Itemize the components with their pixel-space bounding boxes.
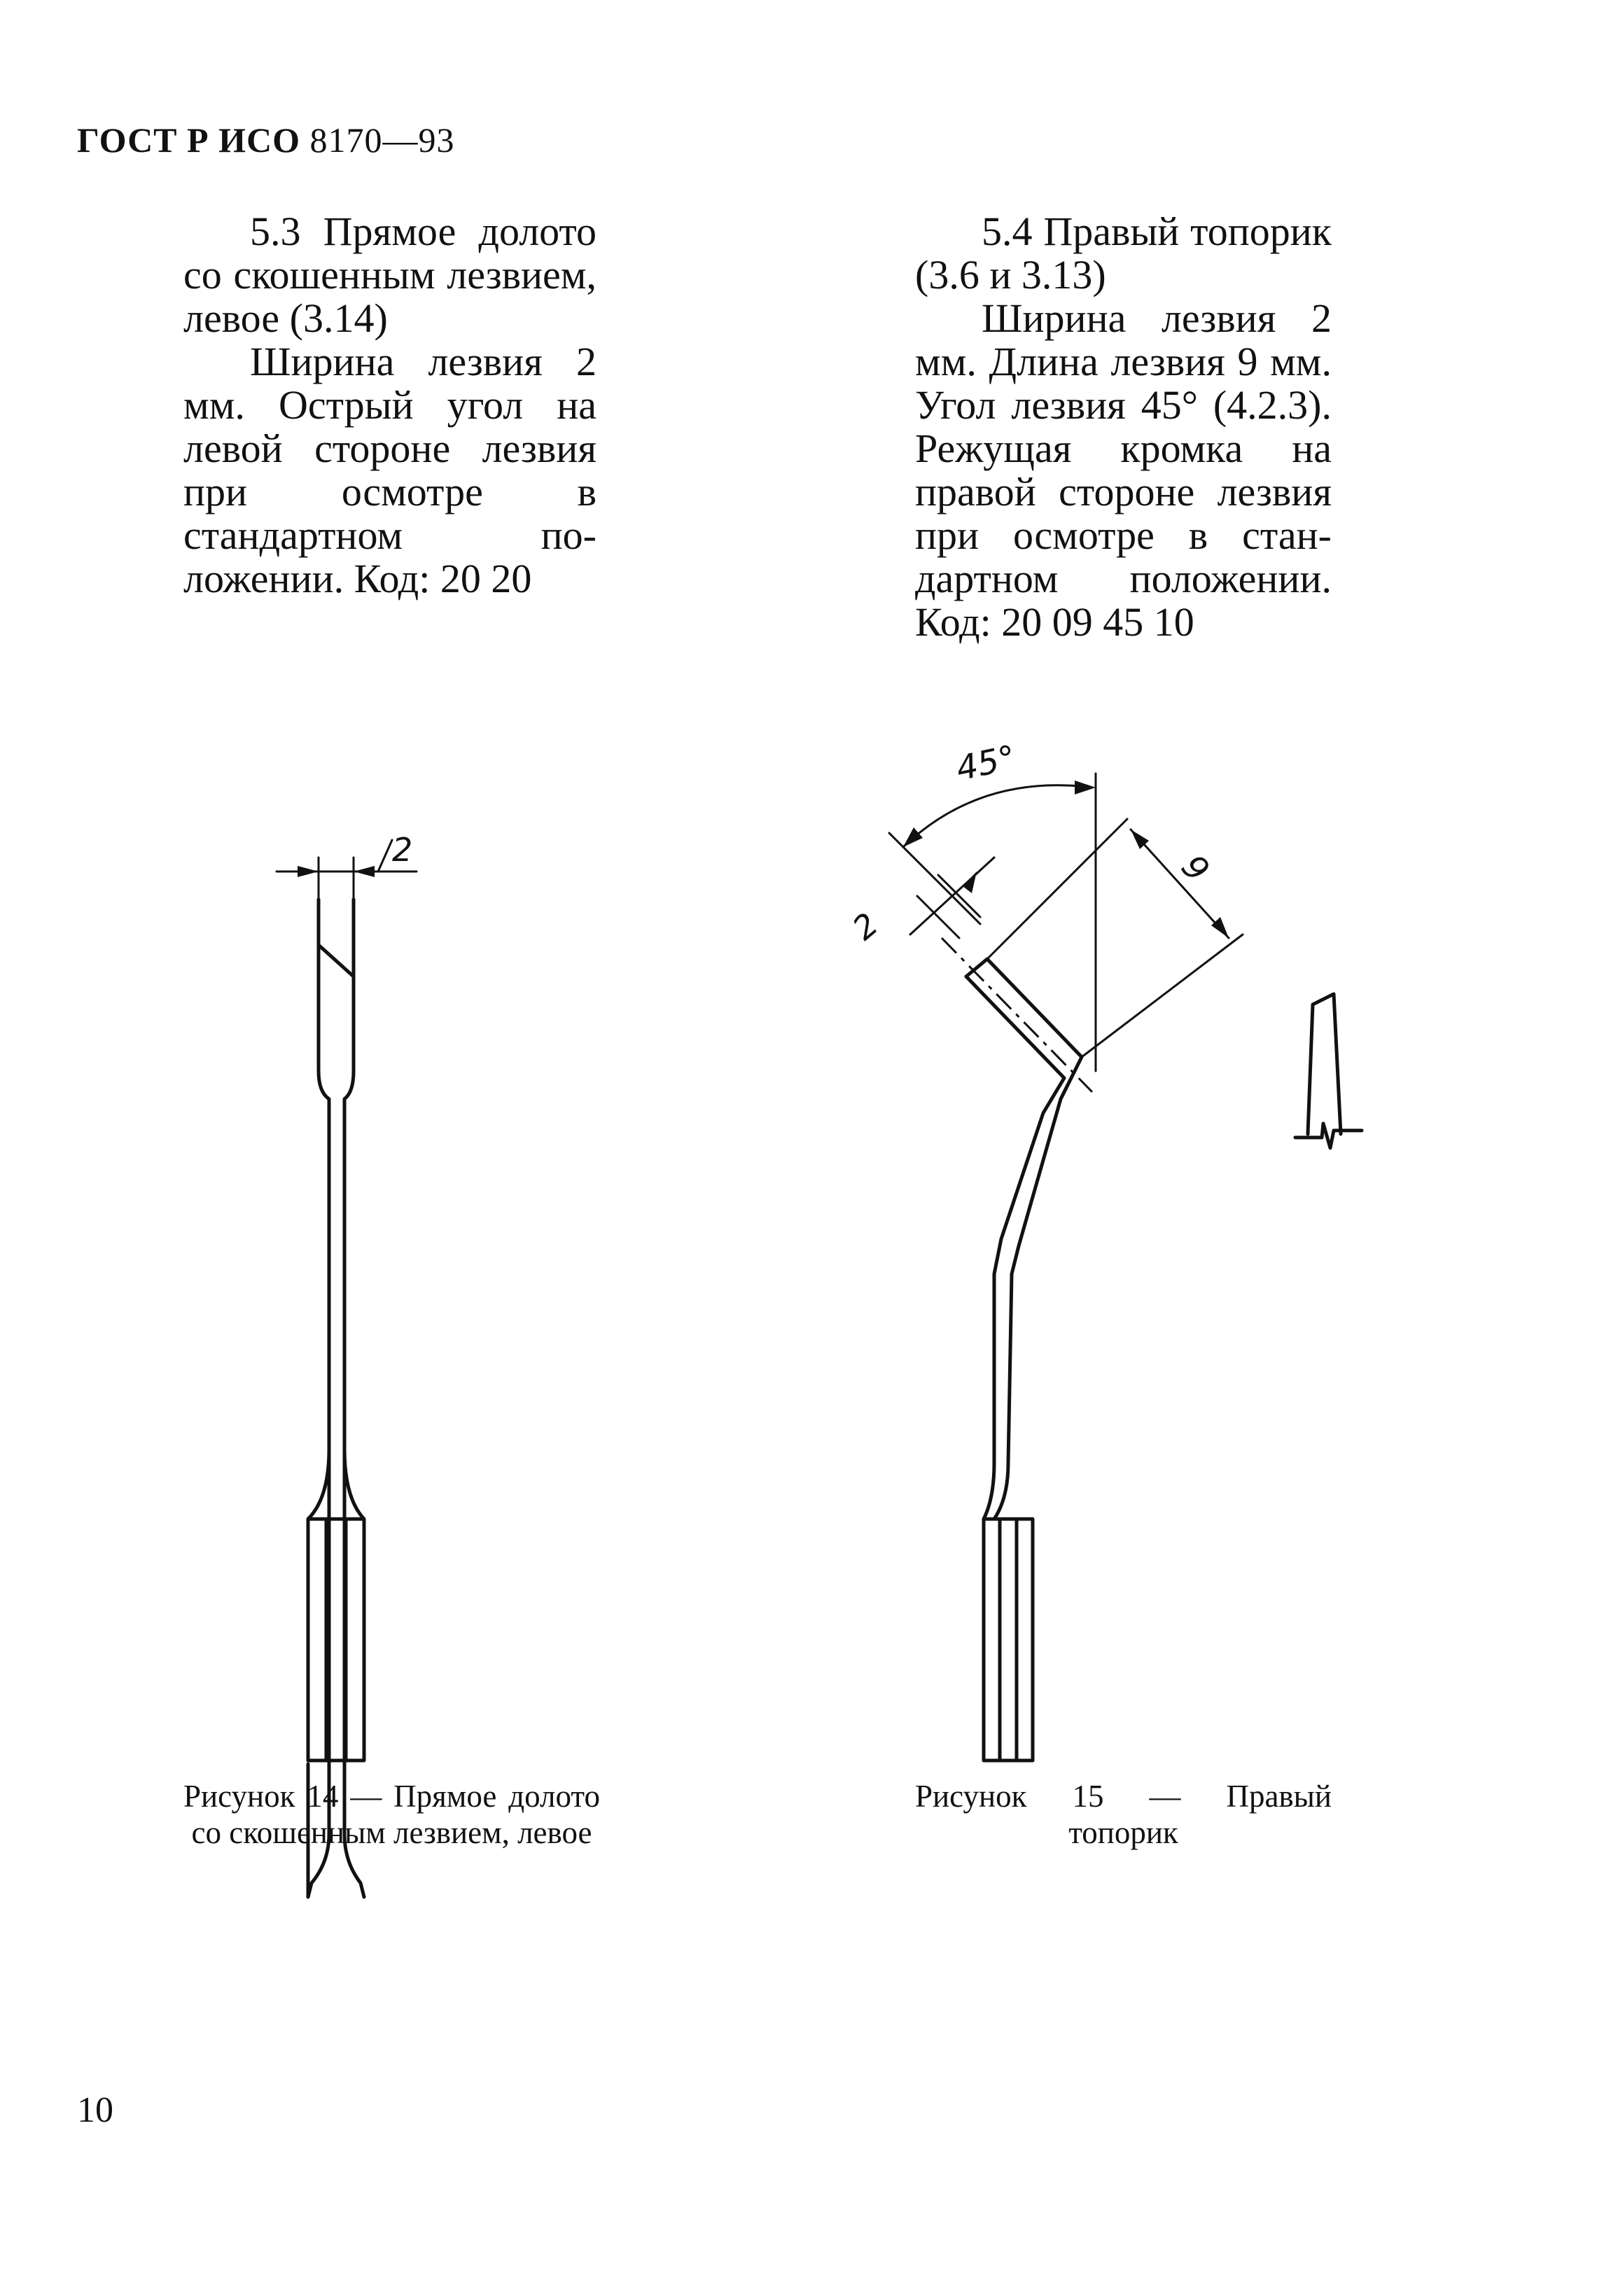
standard-number: 8170—93 <box>309 120 455 160</box>
blade-length-label: 9 <box>1173 847 1218 890</box>
section-5-4-title: 5.4 Правый топорик (3.6 и 3.13) <box>915 209 1332 298</box>
chisel-handle <box>308 1449 364 1760</box>
angle-label: 45° <box>952 738 1019 789</box>
blade-length-dimension <box>987 819 1243 1057</box>
side-view-profile <box>1295 994 1362 1148</box>
hatchet-blade-outline <box>966 959 1082 1519</box>
figure-15-drawing <box>845 738 1362 1760</box>
standard-prefix: ГОСТ Р ИСО <box>77 120 300 160</box>
figure-14-drawing <box>277 831 417 1897</box>
chisel-width-label: 2 <box>392 831 413 869</box>
blade-width-dimension <box>845 858 994 947</box>
section-5-4-body: Ширина лезвия 2 мм. Длина лезвия 9 мм. Угол лезвия 45° (4.2.3). Режущая кромка на правой стороне лезвия при осмотре в стандартном положении. Код: 20 09 45 10 <box>915 295 1332 645</box>
section-5-3-title: 5.3 Прямое долото со скошенным лезвием, левое (3.14) <box>183 209 597 341</box>
angle-dimension <box>889 738 1096 924</box>
hatchet-tip-edge <box>966 959 987 976</box>
hatchet-handle <box>984 1519 1033 1760</box>
figure-14-caption: Рисунок 14 — Прямое долото со скошенным лезвием, левое <box>183 1779 600 1850</box>
document-header <box>77 119 454 161</box>
chisel-blade-outline <box>308 899 364 1897</box>
section-5-3-body: Ширина лезвия 2 мм. Острый угол на левой стороне лезвия при осмотре в стандартном положении. Код: 20 20 <box>183 339 597 601</box>
chisel-bevel-line <box>319 945 354 976</box>
figure-15-caption: Рисунок 15 — Правый топорик <box>915 1779 1332 1850</box>
chisel-width-dimension <box>277 831 417 899</box>
section-5-4 <box>915 210 1332 644</box>
blade-width-label: 2 <box>845 905 886 948</box>
page-number: 10 <box>77 2090 113 2130</box>
hatchet-axis-line <box>942 938 1092 1092</box>
section-5-3 <box>183 210 597 601</box>
